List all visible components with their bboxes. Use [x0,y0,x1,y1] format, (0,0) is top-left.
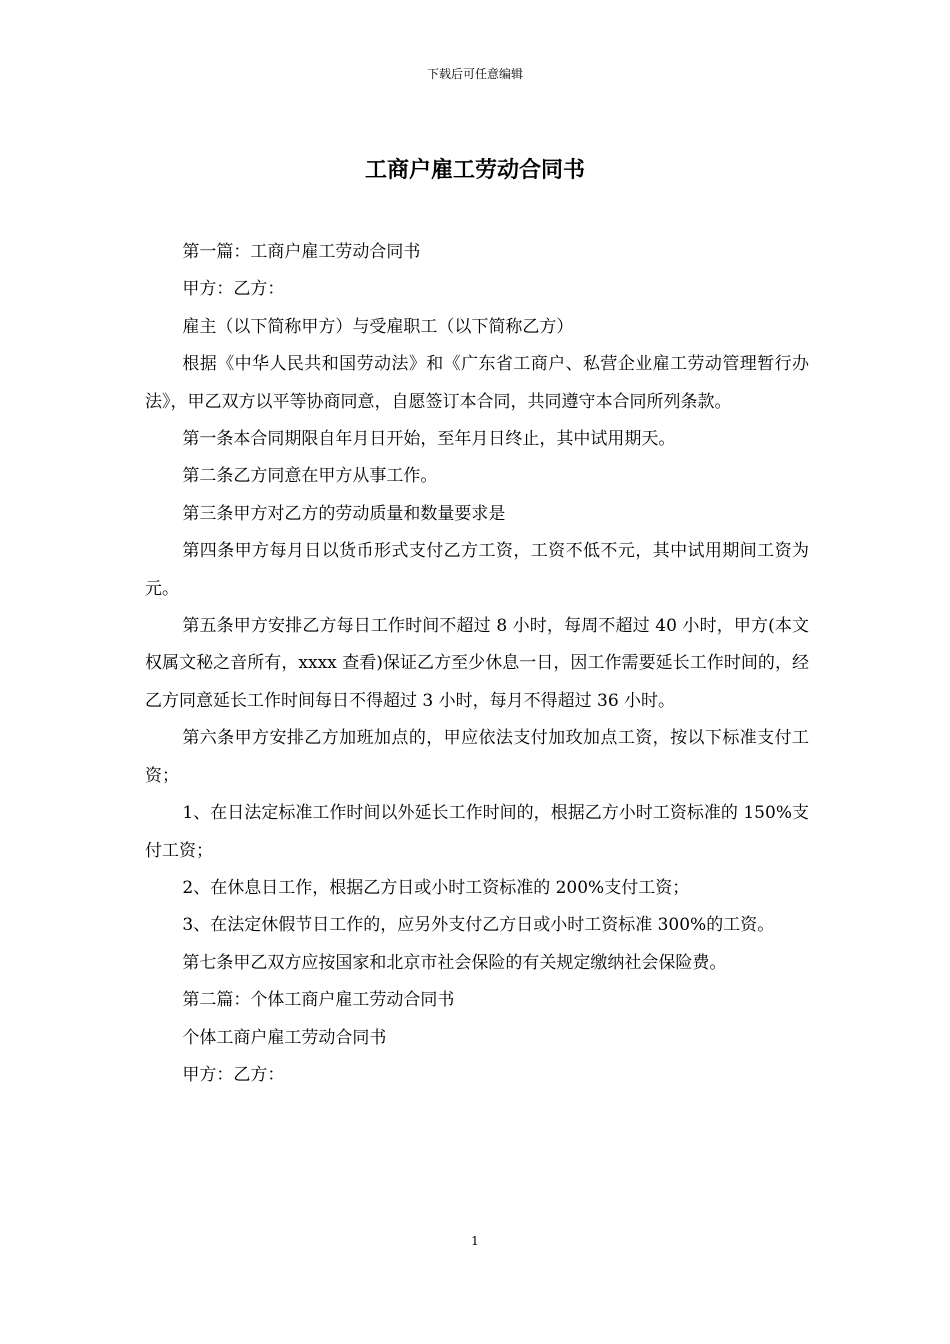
paragraph-14: 第七条甲乙双方应按国家和北京市社会保险的有关规定缴纳社会保险费。 [182,952,727,973]
paragraph-3: 雇主（以下简称甲方）与受雇职工（以下简称乙方） [182,316,574,337]
document-body [145,234,809,1094]
paragraph-11: 1、在日法定标准工作时间以外延长工作时间的，根据乙方小时工资标准的 150%支付工资； [145,803,809,861]
paragraph-4: 根据《中华人民共和国劳动法》和《广东省工商户、私营企业雇工劳动管理暂行办法》，甲乙双方以平等协商同意，自愿签订本合同，共同遵守本合同所列条款。 [145,354,809,412]
paragraph-10: 第六条甲方安排乙方加班加点的，甲应依法支付加玫加点工资，按以下标准支付工资； [145,728,809,786]
paragraph-12: 2、在休息日工作，根据乙方日或小时工资标准的 200%支付工资； [182,877,690,898]
document-title: 工商户雇工劳动合同书 [364,157,585,183]
paragraph-8: 第四条甲方每月日以货币形式支付乙方工资，工资不低不元，其中试用期间工资为元。 [145,541,809,599]
paragraph-1: 第一篇：工商户雇工劳动合同书 [182,242,421,262]
paragraph-6: 第二条乙方同意在甲方从事工作。 [182,466,438,487]
paragraph-15: 第二篇：个体工商户雇工劳动合同书 [182,990,455,1011]
paragraph-9: 第五条甲方安排乙方每日工作时间不超过 8 小时，每周不超过 40 小时，甲方(本文权属文秘之音所有，xxxx 查看)保证乙方至少休息一日，因工作需要延长工作时间的，经乙方同意延长工作时间每日不得超过 3 小时，每月不得超过 36 小时。 [145,616,809,711]
paragraph-17: 甲方：乙方： [182,1064,285,1085]
paragraph-2: 甲方：乙方： [182,279,285,300]
page-number: 1 [471,1234,479,1248]
paragraph-13: 3、在法定休假节日工作的，应另外支付乙方日或小时工资标准 300%的工资。 [182,915,775,936]
page-header: 下载后可任意编辑 [426,67,523,81]
paragraph-7: 第三条甲方对乙方的劳动质量和数量要求是 [182,503,506,524]
paragraph-16: 个体工商户雇工劳动合同书 [182,1027,387,1048]
paragraph-5: 第一条本合同期限自年月日开始，至年月日终止，其中试用期天。 [182,429,676,450]
